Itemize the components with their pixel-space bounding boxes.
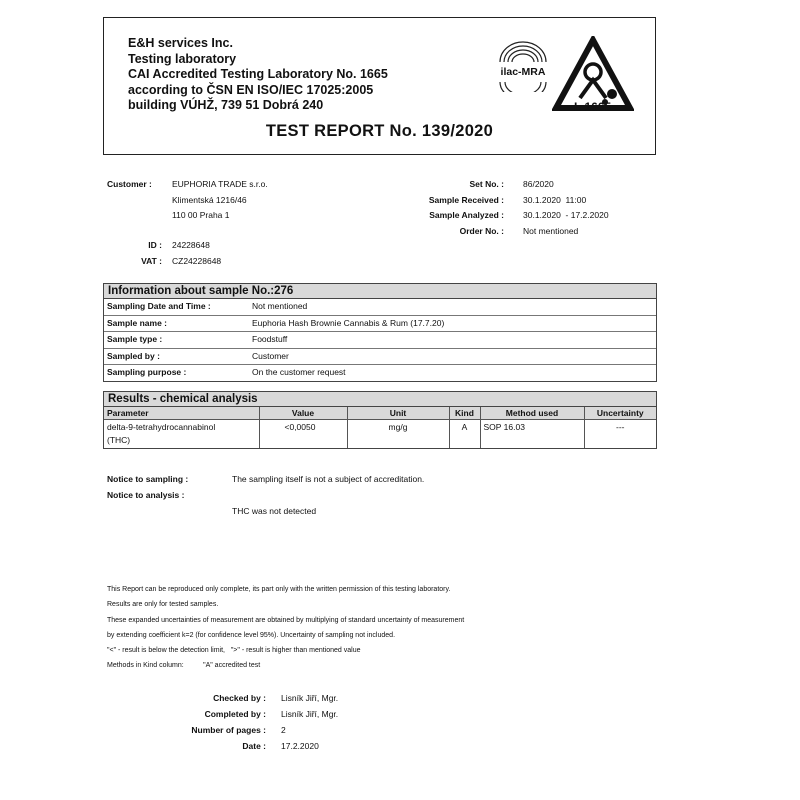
sample-info-section: [103, 283, 657, 382]
cell-kind: A: [449, 420, 480, 449]
sample-info-row: [104, 332, 656, 349]
completed-by-label: Completed by :: [204, 709, 266, 719]
sampling-purpose-label: Sampling purpose :: [107, 367, 187, 378]
sample-analyzed-value: 30.1.2020 - 17.2.2020: [523, 210, 609, 220]
footnote-limits: "<" - result is below the detection limit, ">" - result is higher than mentioned value: [107, 647, 361, 654]
svg-text:ilac-MRA: ilac-MRA: [500, 66, 546, 78]
customer-street: Klimentská 1216/46: [172, 195, 247, 205]
report-title: TEST REPORT No. 139/2020: [265, 122, 494, 140]
lab-address: building VÚHŽ, 739 51 Dobrá 240: [128, 98, 324, 113]
sample-info-title: Information about sample No.:276: [104, 284, 656, 299]
col-parameter: Parameter: [104, 407, 259, 420]
cell-method: SOP 16.03: [480, 420, 584, 449]
sampled-by-value: Customer: [252, 350, 289, 361]
parameter-name: delta-9-tetrahydrocannabinol: [107, 422, 216, 432]
sample-name-label: Sample name :: [107, 317, 167, 328]
customer-vat-label: VAT :: [141, 256, 162, 266]
notice-sampling-label: Notice to sampling :: [107, 474, 189, 484]
footnote-kind: Methods in Kind column: "A" accredited test: [107, 662, 261, 669]
report-header: [103, 17, 656, 155]
sample-received-value: 30.1.2020 11:00: [523, 195, 587, 205]
footnote-uncertainty-1: These expanded uncertainties of measurement are obtained by multiplying of standard uncertainty of measurement: [107, 617, 465, 624]
col-value: Value: [259, 407, 347, 420]
set-no-label: Set No. :: [469, 179, 504, 189]
completed-by-value: Lisník Jiří, Mgr.: [281, 709, 339, 719]
sample-info-row: [104, 316, 656, 333]
footnote-reproduction: This Report can be reproduced only complete, its part only with the written permission of this testing laboratory.: [107, 586, 451, 593]
sampling-date-label: Sampling Date and Time :: [107, 301, 211, 311]
cell-unit: mg/g: [347, 420, 449, 449]
number-of-pages-label: Number of pages :: [191, 725, 266, 735]
number-of-pages-value: 2: [281, 725, 286, 735]
sample-info-row: [104, 365, 656, 381]
sampled-by-label: Sampled by :: [107, 350, 160, 361]
ilac-mra-logo: [490, 40, 556, 92]
notice-analysis-label: Notice to analysis :: [107, 490, 185, 500]
customer-vat: CZ24228648: [172, 256, 222, 266]
customer-label: Customer :: [107, 179, 152, 189]
footnote-uncertainty-2: by extending coefficient k=2 (for confidence level 95%). Uncertainty of sampling not included.: [107, 632, 396, 639]
lab-identification: [128, 36, 388, 114]
notice-sampling-text: The sampling itself is not a subject of accreditation.: [232, 474, 425, 484]
footnote-results-scope: Results are only for tested samples.: [107, 601, 219, 608]
table-row: [104, 420, 656, 449]
results-title: Results - chemical analysis: [104, 392, 656, 407]
customer-name: EUPHORIA TRADE s.r.o.: [172, 179, 268, 189]
order-no-value: Not mentioned: [523, 226, 579, 236]
col-kind: Kind: [449, 407, 480, 420]
cell-parameter: [104, 420, 259, 449]
lab-type: Testing laboratory: [128, 51, 237, 66]
col-unit: Unit: [347, 407, 449, 420]
date-value: 17.2.2020: [281, 741, 319, 751]
sample-received-label: Sample Received :: [428, 195, 504, 205]
lab-standard: according to ČSN EN ISO/IEC 17025:2005: [128, 82, 374, 97]
sampling-date-value: Not mentioned: [252, 301, 308, 311]
results-header-row: [104, 407, 656, 420]
lab-accreditation: CAI Accredited Testing Laboratory No. 1665: [128, 67, 388, 82]
parameter-abbrev: (THC): [107, 435, 131, 445]
results-section: [103, 391, 657, 449]
col-method: Method used: [480, 407, 584, 420]
customer-id: 24228648: [172, 240, 210, 250]
sample-analyzed-label: Sample Analyzed :: [429, 210, 504, 220]
results-table: [104, 407, 656, 448]
sampling-purpose-value: On the customer request: [252, 367, 346, 378]
checked-by-label: Checked by :: [213, 693, 266, 703]
cell-value: <0,0050: [259, 420, 347, 449]
checked-by-value: Lisník Jiří, Mgr.: [281, 693, 339, 703]
date-label: Date :: [242, 741, 266, 751]
col-uncertainty: Uncertainty: [584, 407, 656, 420]
notice-analysis-text: THC was not detected: [232, 506, 317, 516]
sample-type-label: Sample type :: [107, 334, 163, 345]
cai-lab-number: L 1665: [574, 100, 612, 114]
customer-id-label: ID :: [148, 240, 162, 250]
sample-type-value: Foodstuff: [252, 334, 288, 345]
lab-name: E&H services Inc.: [128, 36, 233, 50]
sample-info-row: [104, 299, 656, 316]
cell-uncertainty: ---: [584, 420, 656, 449]
order-no-label: Order No. :: [459, 226, 504, 236]
sample-info-row: [104, 349, 656, 366]
sample-name-value: Euphoria Hash Brownie Cannabis & Rum (17.7.20): [252, 317, 445, 328]
customer-city: 110 00 Praha 1: [172, 210, 230, 220]
set-no-value: 86/2020: [523, 179, 554, 189]
